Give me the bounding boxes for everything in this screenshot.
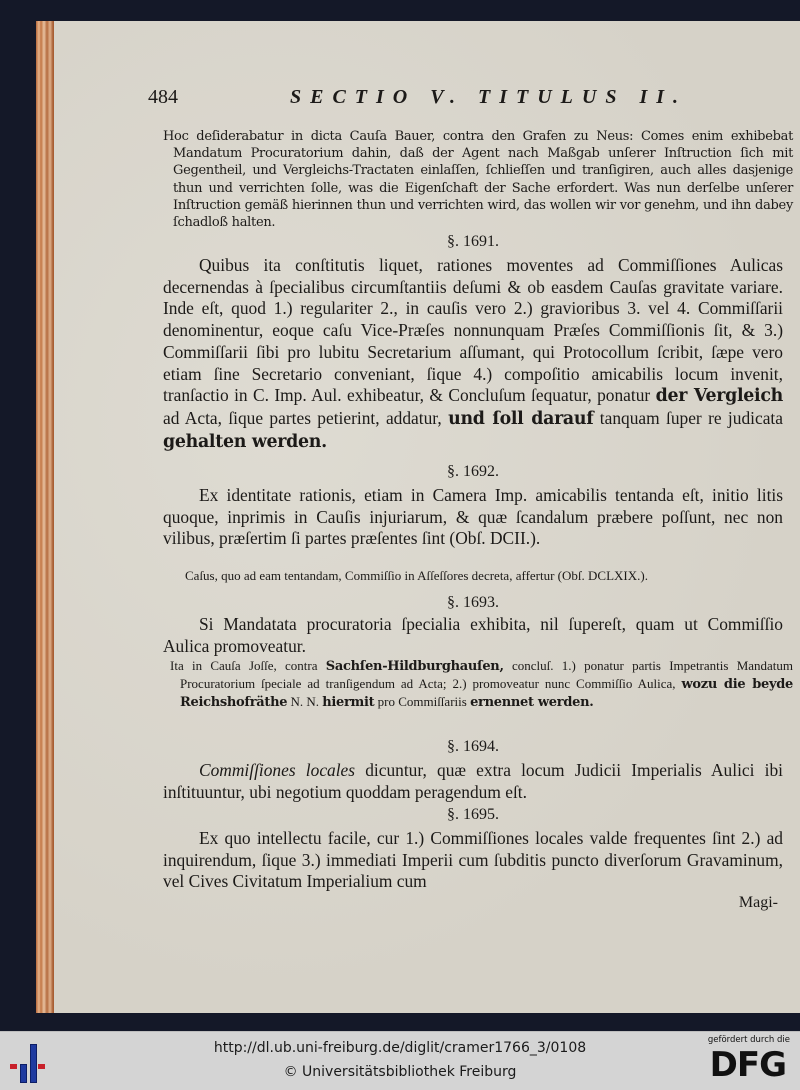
- dfg-logo: DFG: [709, 1045, 786, 1085]
- section-heading-1691: §. 1691.: [447, 233, 499, 250]
- paragraph-1691: [163, 255, 783, 453]
- note-german: hiermit: [322, 695, 375, 711]
- section-heading-1695: §. 1695.: [447, 806, 499, 823]
- section-heading-1694: §. 1694.: [447, 738, 499, 755]
- paragraph-1694: [163, 760, 783, 803]
- text-german: gehalten werden.: [163, 431, 327, 452]
- running-head: [148, 86, 708, 110]
- paragraph-1692: Ex identitate rationis, etiam in Camera Imp. amicabilis tentanda eſt, initio litis quoque, inprimis in Cauſis injuriarum, & quæ ſcandalum præbere poſſunt, nec non vilibus, præſertim ſi partes præſentes ſint (Obſ. DCII.).: [163, 485, 783, 549]
- italic-term: Commiſſiones locales: [199, 760, 356, 780]
- permalink-url[interactable]: http://dl.ub.uni-freiburg.de/diglit/cramer1766_3/0108: [213, 1040, 587, 1056]
- text-german: der Vergleich: [655, 386, 783, 407]
- note-1692: Caſus, quo ad eam tentandam, Commiſſio in Aſſeſſores decreta, affertur (Obſ. DCLXIX.).: [185, 568, 648, 583]
- page-number: 484: [148, 86, 178, 108]
- text-latin: ad Acta, ſique partes petierint, addatur,: [163, 407, 442, 428]
- catchword: Magi-: [738, 894, 778, 911]
- note-german: wozu die beyde Reichshofräthe: [180, 677, 794, 711]
- paragraph-1695: Ex quo intellectu facile, cur 1.) Commiſſiones locales valde frequentes ſint 2.) ad inquirendum, ſique 3.) immediati Imperii cum ſubditis puncto diverſorum Gravaminum, vel Cives Civitatum Imperialium cum: [163, 828, 783, 892]
- paragraph-1693: Si Mandatata procuratoria ſpecialia exhibita, nil ſupereſt, quam ut Commiſſio Aulica promoveatur.: [163, 614, 783, 656]
- note-text: pro Commiſſariis: [377, 694, 467, 710]
- note-text: concluſ. 1.) ponatur partis Impetrantis Mandatum Procuratorium ſpeciale ad tranſigendum ad Acta; 2.) promoveatur nunc Commiſſio Aulica,: [180, 658, 794, 692]
- note-german: ernennet werden.: [470, 695, 594, 711]
- note-1693: [170, 657, 793, 712]
- text-latin: tanquam ſuper re judicata: [599, 407, 783, 428]
- paragraph-text: dicuntur, quæ extra locum Judicii Imperialis Aulici ibi inſtituuntur, ubi negotium quoddam peragendum eſt.: [163, 760, 783, 802]
- footer-bar: [0, 1031, 800, 1090]
- footnote-bauer: Hoc deſiderabatur in dicta Cauſa Bauer, contra den Grafen zu Neus: Comes enim exhibebat Mandatum Procuratorium dahin, daß der Agent nach Maßgab unſerer Inſtruction ſich mit Gegentheil, und Vergleichs-Tractaten einlaſſen, ſchlieſſen und tranſigiren, auch alles dasjenige thun und verrichten ſolle, was die Eigenſchaft der Sache erfordert. Was nun derſelbe unſerer Inſtruction gemäß hierinnen thun und verrichten wird, das wollen wir vor genehm, und ihn dabey ſchadloß halten.: [163, 129, 793, 231]
- section-heading-1692: §. 1692.: [447, 463, 499, 480]
- section-heading-1693: §. 1693.: [447, 594, 499, 611]
- text-latin: Quibus ita conſtitutis liquet, rationes moventes ad Commiſſiones Aulicas decernendas à ſpecialibus circumſtantiis deſumi & ob easdem Cauſas gravitate variare. Inde eſt, quod 1.) regulariter 2., in cauſis vero 2.) gravioribus 3. vel 4. Commiſſarii denominentur, eoque caſu Vice-Præſes nonnunquam Præſes Commiſſionis ſit, & 3.) Commiſſarii ſibi pro lubitu Secretarium aſſumant, qui Protocollum ſcribit, ſæpe vero etiam ſine Secretario conveniant, ſique 4.) compoſitio amicabilis locum invenit, tranſactio in C. Imp. Aul. exhibeatur, & Concluſum ſequatur, ponatur: [163, 255, 783, 406]
- dfg-caption: gefördert durch die: [707, 1035, 790, 1045]
- text-german: und ſoll darauf: [448, 408, 594, 429]
- section-title: SECTIO V. TITULUS II.: [290, 86, 688, 108]
- note-german: Sachſen-Hildburghauſen,: [325, 659, 504, 674]
- note-text: N. N.: [290, 694, 319, 710]
- copyright-notice: © Universitätsbibliothek Freiburg: [283, 1064, 517, 1080]
- note-text: Ita in Cauſa Joſſe, contra: [170, 658, 318, 673]
